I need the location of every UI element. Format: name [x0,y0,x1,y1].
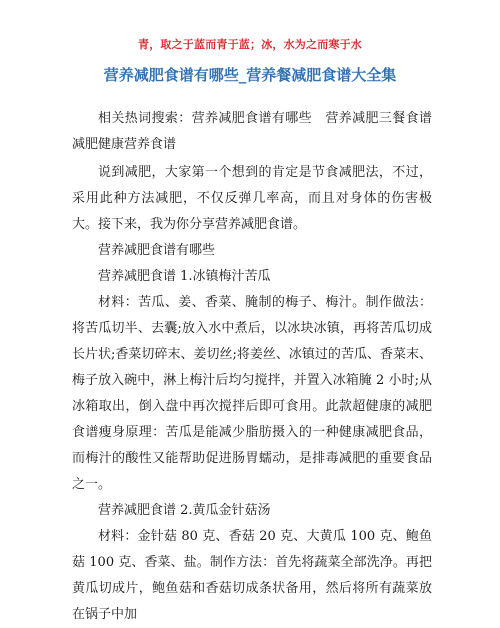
keywords-paragraph: 相关热词搜索：营养减肥食谱有哪些 营养减肥三餐食谱 减肥健康营养食谱 [72,111,446,152]
recipe-1-body: 材料：苦瓜、姜、香菜、腌制的梅子、梅汁。制作做法：将苦瓜切半、去囊;放入水中煮后，以冰块冰镇，再将苦瓜切成长片状;香菜切碎末、姜切丝;将姜丝、冰镇过的苦瓜、香菜末、梅子放入碗中，淋上梅汁后均匀搅拌，并置入冰箱腌 2 小时;从冰箱取出，倒入盘中再次搅拌后即可食用。此款超健康的减肥食谱瘦身原理：苦瓜是能减少脂肪摄入的一种健康减肥食品，而梅汁的酸性又能帮助促进肠胃蠕动，是排毒减肥的重要食品之一。 [72,295,432,492]
intro-paragraph: 说到减肥，大家第一个想到的肯定是节食减肥法，不过，采用此种方法减肥，不仅反弹几率高，而且对身体的伤害极大。接下来，我为你分享营养减肥食谱。 [72,165,432,232]
document-title: 营养减肥食谱有哪些_营养餐减肥食谱大全集 [103,66,397,84]
header-motto: 青，取之于蓝而青于蓝；冰，水为之而寒于水 [138,38,362,51]
document-body [72,106,446,628]
recipe-1-title: 营养减肥食谱 1.冰镇梅汁苦瓜 [98,269,271,284]
recipe-2-body: 材料：金针菇 80 克、香菇 20 克、大黄瓜 100 克、鲍鱼菇 100 克、香菜、盐。制作方法：首先将蔬菜全部洗净。再把黄瓜切成片，鲍鱼菇和香菇切成条状备用，然后将所有蔬菜放在锅子中加 [72,529,432,622]
section-heading: 营养减肥食谱有哪些 [98,243,216,258]
recipe-2-title: 营养减肥食谱 2.黄瓜金针菇汤 [98,503,271,518]
